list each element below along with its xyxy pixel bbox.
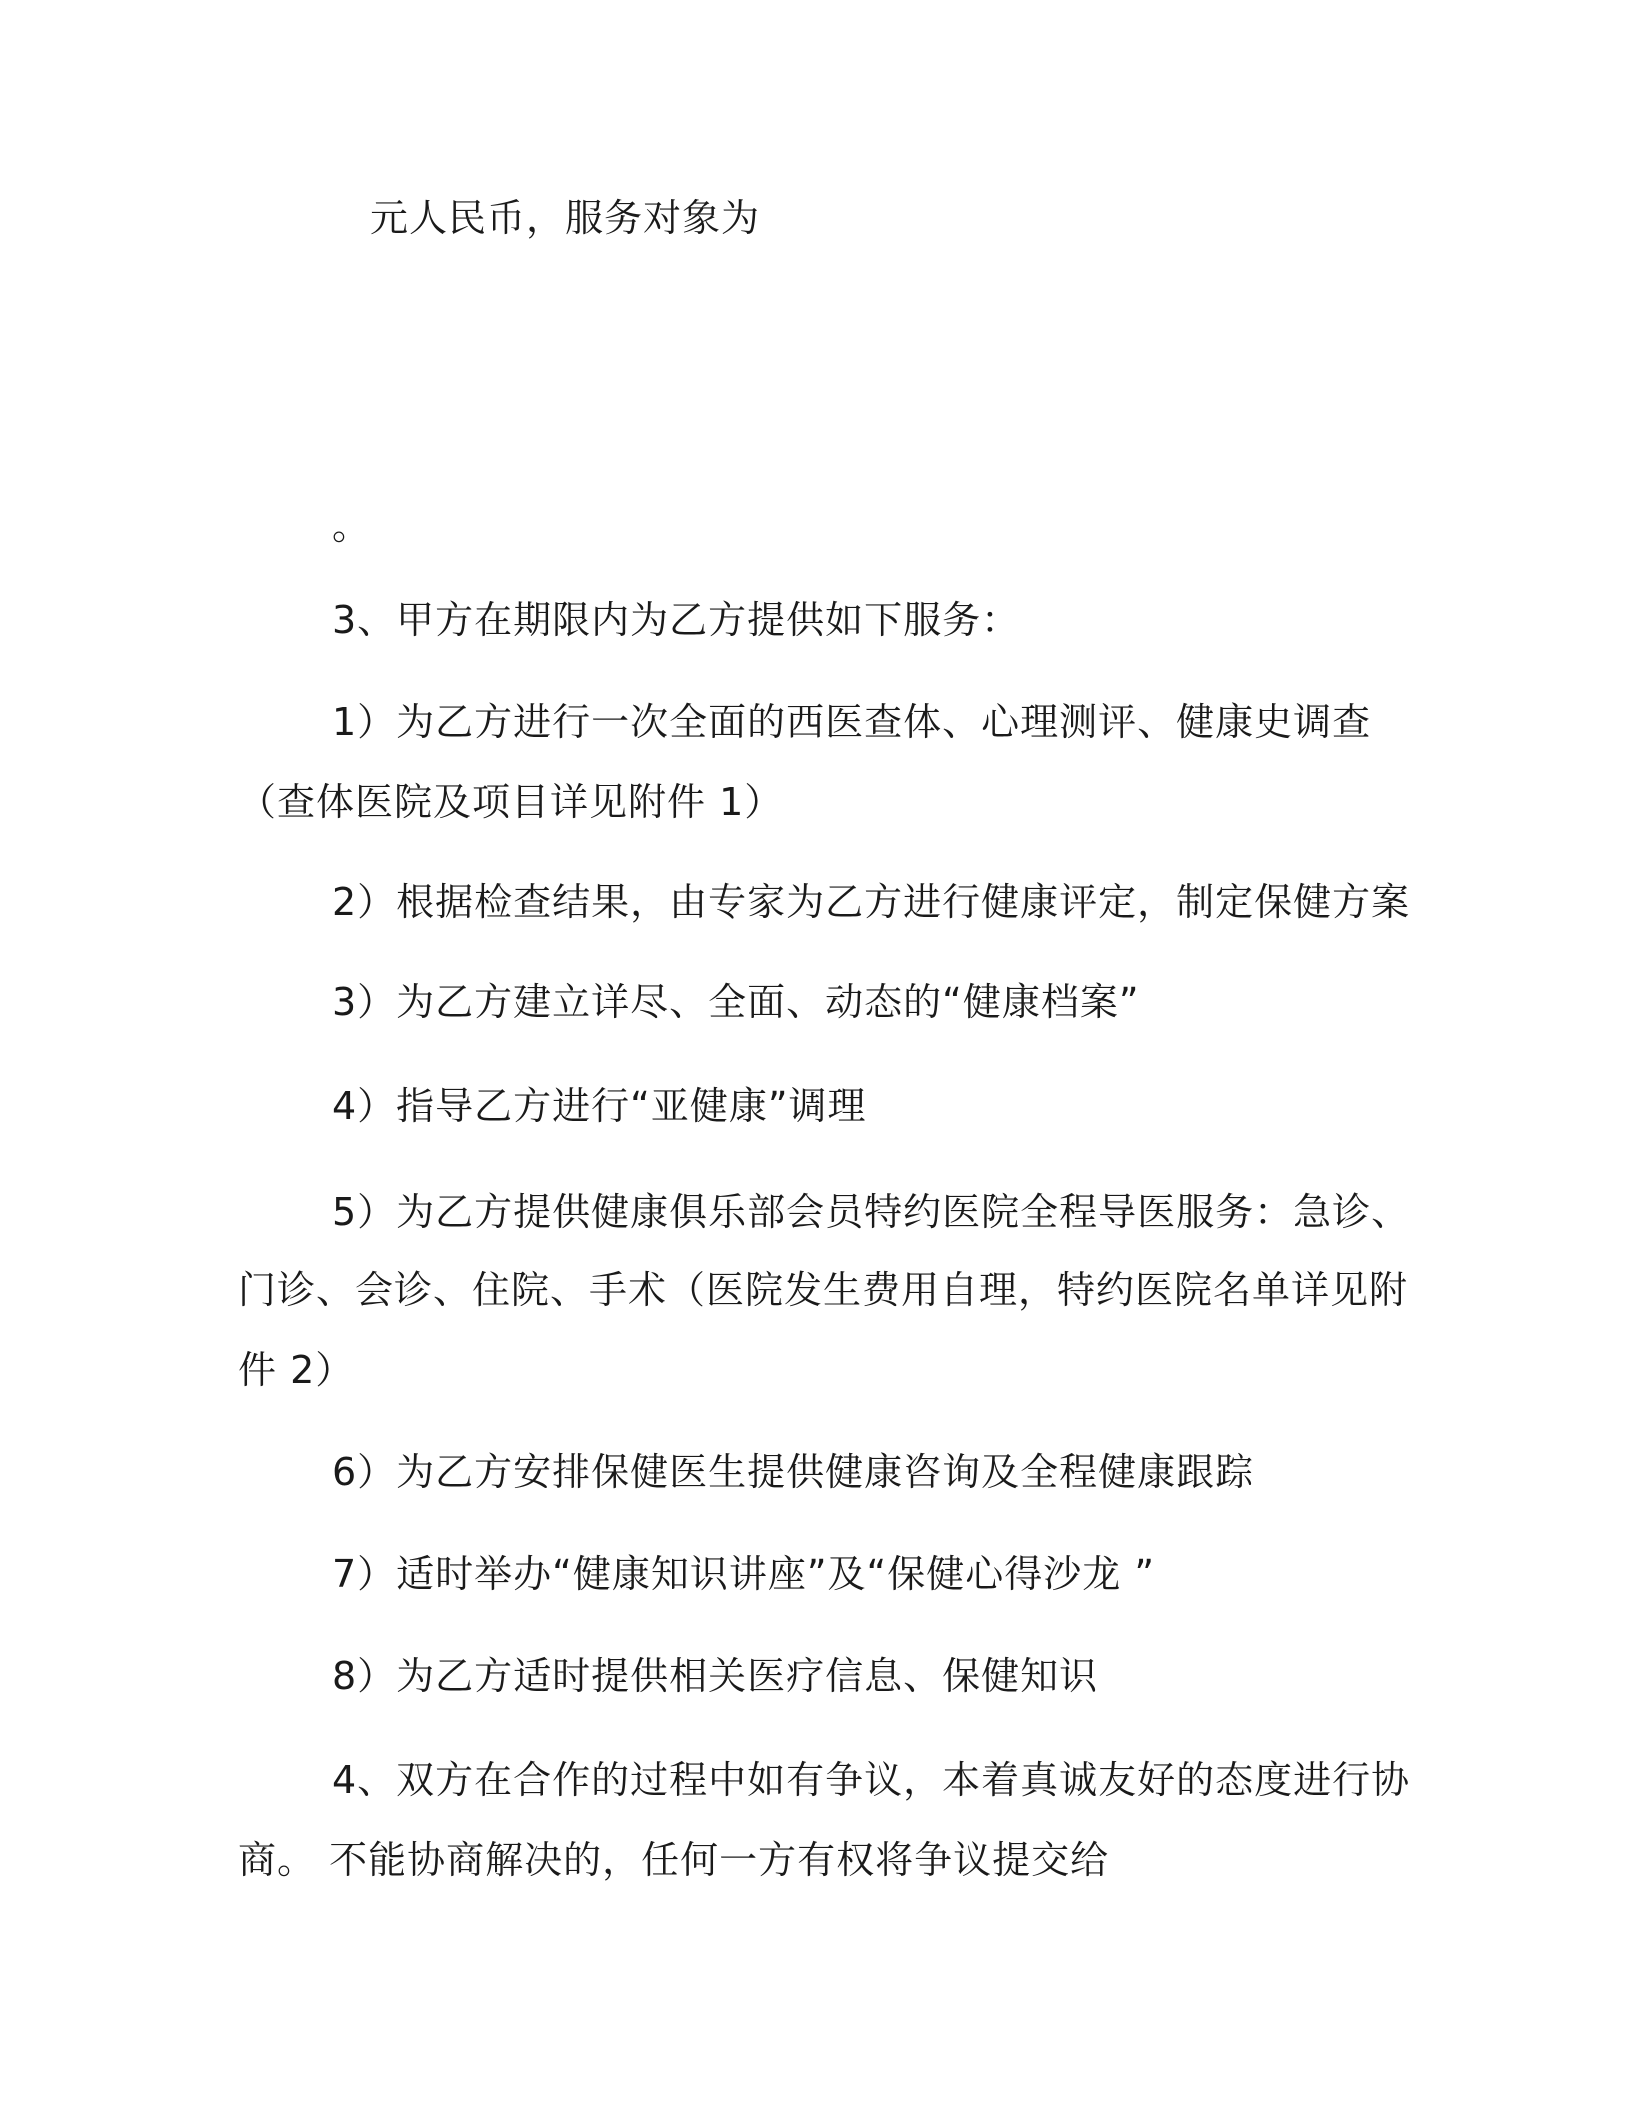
clause-4-line: 商。 不能协商解决的，任何一方有权将争议提交给	[238, 1838, 1110, 1882]
fragment-line: 元人民币，服务对象为	[370, 196, 761, 240]
item-line: 件 2）	[238, 1348, 355, 1392]
item-line: 5）为乙方提供健康俱乐部会员特约医院全程导医服务：急诊、	[332, 1190, 1411, 1234]
item-line: 8）为乙方适时提供相关医疗信息、保健知识	[332, 1654, 1099, 1698]
item-line: 3）为乙方建立详尽、全面、动态的“健康档案”	[332, 980, 1140, 1024]
item-line: 门诊、会诊、住院、手术（医院发生费用自理，特约医院名单详见附	[238, 1268, 1409, 1312]
clause-4-line: 4、双方在合作的过程中如有争议，本着真诚友好的态度进行协	[332, 1758, 1411, 1802]
item-line: （查体医院及项目详见附件 1）	[238, 780, 784, 824]
item-line: 7）适时举办“健康知识讲座”及“保健心得沙龙 ”	[332, 1552, 1156, 1596]
item-line: 2）根据检查结果，由专家为乙方进行健康评定，制定保健方案	[332, 880, 1411, 924]
item-line: 6）为乙方安排保健医生提供健康咨询及全程健康跟踪	[332, 1450, 1255, 1494]
period-mark: 。	[332, 504, 372, 548]
item-line: 4）指导乙方进行“亚健康”调理	[332, 1084, 867, 1128]
clause-3-heading: 3、甲方在期限内为乙方提供如下服务：	[332, 598, 1021, 642]
item-line: 1）为乙方进行一次全面的西医查体、心理测评、健康史调查	[332, 700, 1372, 744]
